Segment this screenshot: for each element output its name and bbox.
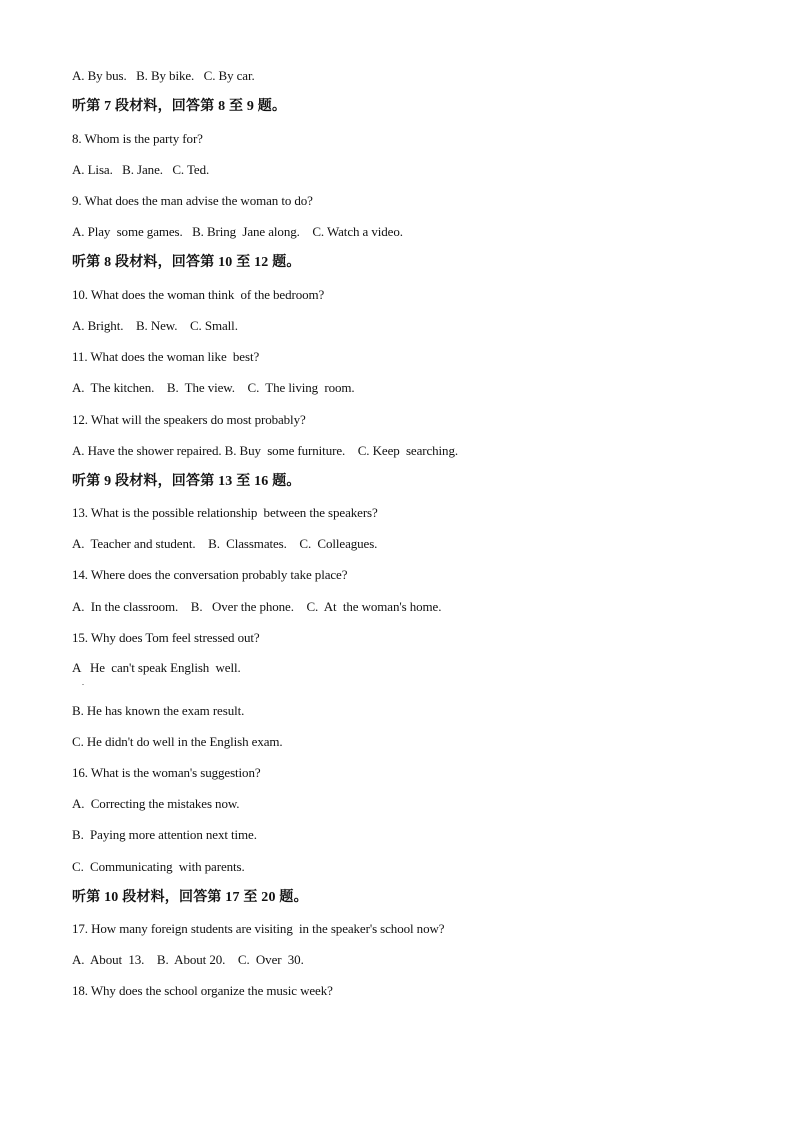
- q13-question: 13. What is the possible relationship between the speakers?: [72, 505, 378, 520]
- q9-question: 9. What does the man advise the woman to do?: [72, 193, 313, 208]
- q8-options: A. Lisa. B. Jane. C. Ted.: [72, 162, 210, 177]
- q11-options: A. The kitchen. B. The view. C. The living room.: [72, 380, 355, 395]
- q10-options: A. Bright. B. New. C. Small.: [72, 318, 238, 333]
- q11-question: 11. What does the woman like best?: [72, 349, 260, 364]
- q16-option-a: A. Correcting the mistakes now.: [72, 796, 240, 811]
- q18-question: 18. Why does the school organize the music week?: [72, 983, 333, 998]
- q13-options: A. Teacher and student. B. Classmates. C. Colleagues.: [72, 536, 378, 551]
- q15-question: 15. Why does Tom feel stressed out?: [72, 630, 260, 645]
- q8-question: 8. Whom is the party for?: [72, 131, 203, 146]
- q16-question: 16. What is the woman's suggestion?: [72, 765, 261, 780]
- q15-option-c: C. He didn't do well in the English exam.: [72, 734, 283, 749]
- q15-option-a: A He can't speak English well.: [72, 660, 241, 675]
- stray-dot-mark: .: [82, 678, 84, 687]
- q16-option-b: B. Paying more attention next time.: [72, 827, 257, 842]
- q12-question: 12. What will the speakers do most probably?: [72, 412, 306, 427]
- section-9-heading: 听第 9 段材料，回答第 13 至 16 题。: [72, 474, 301, 489]
- q10-question: 10. What does the woman think of the bedroom?: [72, 287, 325, 302]
- q14-question: 14. Where does the conversation probably take place?: [72, 567, 348, 582]
- section-7-heading: 听第 7 段材料，回答第 8 至 9 题。: [72, 99, 287, 114]
- q15-option-b: B. He has known the exam result.: [72, 703, 245, 718]
- section-10-heading: 听第 10 段材料，回答第 17 至 20 题。: [72, 890, 308, 905]
- q9-options: A. Play some games. B. Bring Jane along. C. Watch a video.: [72, 224, 403, 239]
- q12-options: A. Have the shower repaired. B. Buy some furniture. C. Keep searching.: [72, 443, 458, 458]
- q16-option-c: C. Communicating with parents.: [72, 859, 245, 874]
- q7-options: A. By bus. B. By bike. C. By car.: [72, 68, 255, 83]
- q14-options: A. In the classroom. B. Over the phone. C. At the woman's home.: [72, 599, 442, 614]
- q17-options: A. About 13. B. About 20. C. Over 30.: [72, 952, 304, 967]
- q17-question: 17. How many foreign students are visiting in the speaker's school now?: [72, 921, 445, 936]
- section-8-heading: 听第 8 段材料，回答第 10 至 12 题。: [72, 255, 301, 270]
